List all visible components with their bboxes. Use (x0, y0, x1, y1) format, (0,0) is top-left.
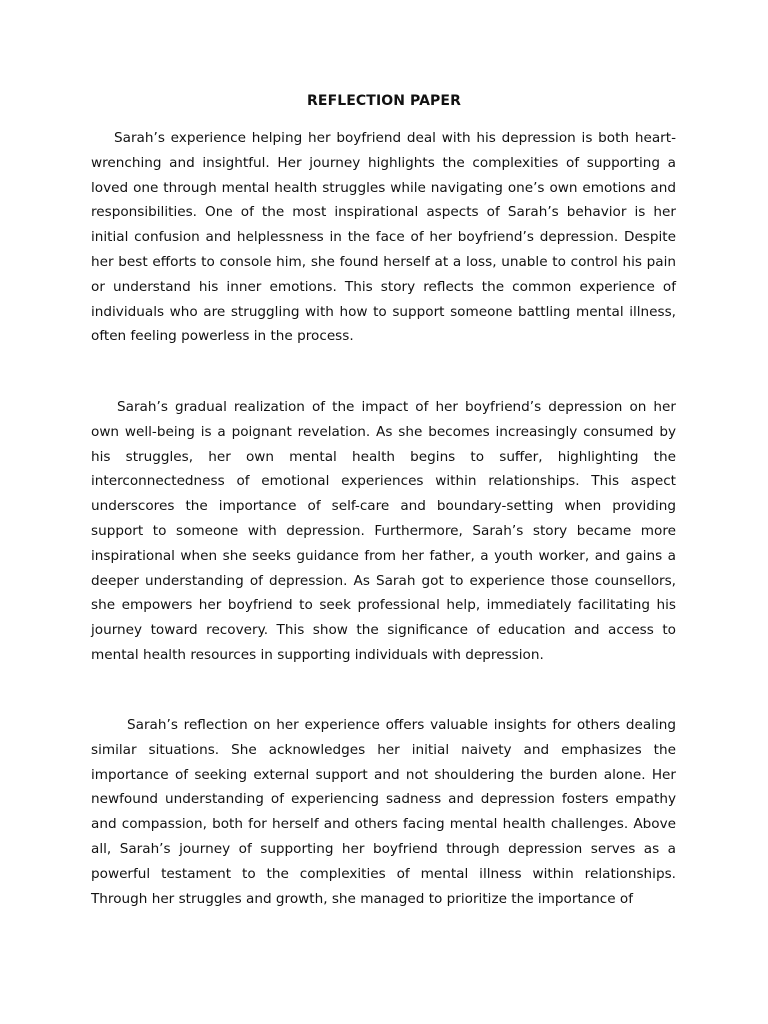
document-title: REFLECTION PAPER (307, 93, 461, 109)
paragraph-2: Sarah’s gradual realization of the impact of her boyfriend’s depression on her own well-being is a poignant revelation. As she becomes increasingly consumed by his struggles, her own mental health begins to suffer, highlighting the interconnectedness of emotional experiences within relationships. This aspect underscores the importance of self-care and boundary-setting when providing support to someone with depression. Furthermore, Sarah’s story became more inspirational when she seeks guidance from her father, a youth worker, and gains a deeper understanding of depression. As Sarah got to experience those counsellors, she empowers her boyfriend to seek professional help, immediately facilitating his journey toward recovery. This show the significance of education and access to mental health resources in supporting individuals with depression. (91, 399, 676, 663)
paragraph-1: Sarah’s experience helping her boyfriend deal with his depression is both heart-wrenching and insightful. Her journey highlights the complexities of supporting a loved one through mental health struggles while navigating one’s own emotions and responsibilities. One of the most inspirational aspects of Sarah’s behavior is her initial confusion and helplessness in the face of her boyfriend’s depression. Despite her best efforts to console him, she found herself at a loss, unable to control his pain or understand his inner emotions. This story reflects the common experience of individuals who are struggling with how to support someone battling mental illness, often feeling powerless in the process. (91, 130, 676, 345)
paragraph-3: Sarah’s reflection on her experience offers valuable insights for others dealing similar situations. She acknowledges her initial naivety and emphasizes the importance of seeking external support and not shouldering the burden alone. Her newfound understanding of experiencing sadness and depression fosters empathy and compassion, both for herself and others facing mental health challenges. Above all, Sarah’s journey of supporting her boyfriend through depression serves as a powerful testament to the complexities of mental illness within relationships. Through her struggles and growth, she managed to prioritize the importance of (91, 717, 676, 907)
